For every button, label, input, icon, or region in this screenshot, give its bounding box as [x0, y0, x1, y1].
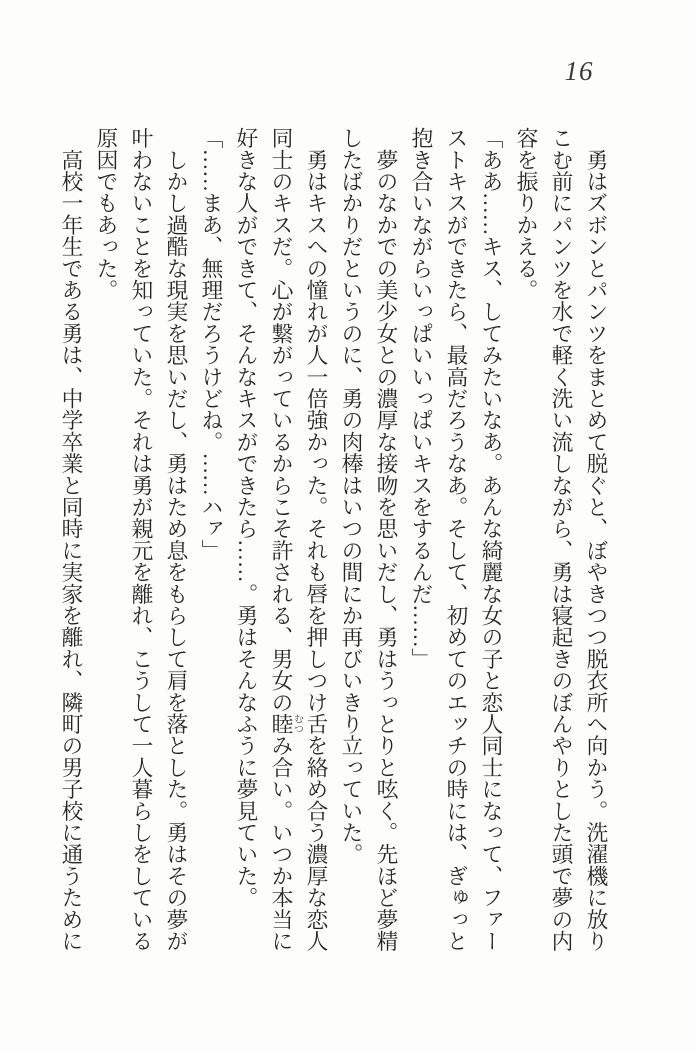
paragraph: 夢のなかでの美少女との濃厚な接吻を思いだし、勇はうっとりと呟く。先ほど夢精したばかりだというのに、勇の肉棒はいつの間にか再びいきり立っていた。 — [339, 127, 398, 952]
paragraph: 「……まあ、無理だろうけどね。……ハァ」 — [199, 127, 223, 561]
paragraph: 高校一年生である勇は、中学卒業と同時に実家を離れ、隣町の男子校に通うために — [59, 127, 83, 952]
paragraph: 「ああ……キス、してみたいなあ。あんな綺麗な女の子と恋人同士になって、ファーストキスができたら、最高だろうなあ。そして、初めてのエッチの時には、ぎゅっと抱き合いながらいっぱいいっぱいキスをするんだ……」 — [409, 127, 503, 952]
paragraph: 勇はキスへの憧れが人一倍強かった。それも唇を押しつけ舌を絡め合う濃厚な恋人同士のキスだ。心が繋がっているからこそ許される、男女の睦むつみ合い。いつか本当に好きな人ができて、そんなキスができたら……。勇はそんなふうに夢見ていた。 — [234, 127, 328, 952]
furigana: むつ — [291, 712, 303, 735]
page-text — [53, 127, 613, 953]
ruby-annotated-word: 睦むつ — [269, 712, 303, 735]
page-number: 16 — [564, 56, 594, 86]
paragraph: しかし過酷な現実を思いだし、勇はため息をもらして肩を落とした。勇はその夢が叶わないことを知っていた。それは勇が親元を離れ、こうして一人暮らしをしている原因でもあった。 — [94, 127, 188, 952]
paragraph: 勇はズボンとパンツをまとめて脱ぐと、ぼやきつつ脱衣所へ向かう。洗濯機に放りこむ前にパンツを水で軽く洗い流しながら、勇は寝起きのぼんやりとした頭で夢の内容を振りかえる。 — [514, 127, 608, 952]
